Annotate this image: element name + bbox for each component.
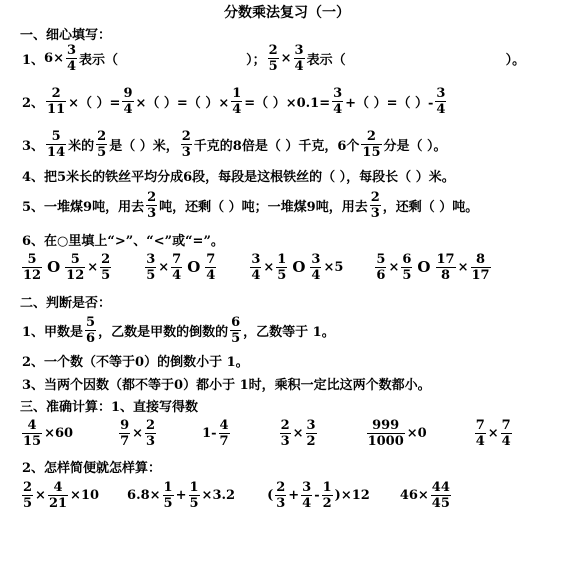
question-4: 4、把5米长的铁丝平均分成6段，每段是这根铁丝的（ ），每段长（ ）米。 — [22, 169, 455, 185]
question-5 — [22, 188, 478, 222]
compare-circle[interactable]: O — [417, 258, 431, 276]
q2-fraction-5: $\frac{3}{4}$ — [436, 85, 446, 117]
question-2 — [22, 84, 448, 118]
q5-fraction-2: $\frac{2}{3}$ — [370, 189, 380, 221]
q2-fraction-1: $\frac{2}{11}$ — [47, 85, 66, 117]
q2-text-4: +（ ）=（ ）- — [345, 95, 434, 111]
q3-text-4: 分是（ ）。 — [383, 138, 447, 154]
times-sign: × — [280, 50, 292, 66]
calc-row-1 — [20, 416, 514, 450]
compare-circle[interactable]: O — [292, 258, 306, 276]
q1-prefix: 6× — [44, 50, 64, 66]
compare-row — [20, 250, 493, 284]
judge-3: 3、当两个因数（都不等于0）都小于 1时，乘积一定比这两个数都小。 — [22, 377, 431, 393]
q3-number: 3、 — [22, 138, 45, 154]
calc-3: 1- $\frac{4}{7}$ — [202, 417, 229, 449]
calc-8: 6.8× $\frac{1}{5}$ + $\frac{1}{5}$ ×3.2 — [127, 479, 236, 511]
q1-text-b: 表示（ — [306, 52, 346, 68]
q5-text-3: ，还剩（ ）吨。 — [382, 199, 479, 215]
compare-item-4: $\frac{5}{6}$ × $\frac{6}{5}$ O $\frac{17}{8}$ × $\frac{8}{17}$ — [376, 251, 490, 283]
q3-text-3: 千克的8倍是（ ）千克，6个 — [193, 138, 360, 154]
calc-9: ( $\frac{2}{3}$ + $\frac{3}{4}$ - $\frac{1}{2}$ )×12 — [267, 479, 370, 511]
section-3b-heading: 2、怎样简便就怎样算： — [22, 460, 162, 476]
q2-fraction-4: $\frac{3}{4}$ — [333, 85, 343, 117]
calc-row-2 — [20, 478, 453, 512]
section-1-heading: 一、细心填写： — [20, 27, 112, 43]
question-1 — [22, 41, 525, 75]
q3-text-2: 是（ ）米， — [109, 138, 179, 154]
q1-fraction-1: $\frac{3}{4}$ — [67, 42, 77, 74]
q1-end-b: ）。 — [505, 52, 526, 68]
calc-5: $\frac{999}{1000}$ ×0 — [367, 417, 427, 449]
q5-text-1: 5、一堆煤9吨，用去 — [22, 199, 145, 215]
calc-1: $\frac{4}{15}$ ×60 — [23, 417, 74, 449]
question-6: 6、在○里填上“>”、“<”或“=”。 — [22, 233, 224, 249]
q3-text-1: 米的 — [68, 138, 95, 154]
q2-fraction-3: $\frac{1}{4}$ — [232, 85, 242, 117]
q1-end-a: ）； — [246, 52, 266, 68]
q1-text-a: 表示（ — [79, 52, 119, 68]
q2-fraction-2: $\frac{9}{4}$ — [123, 85, 133, 117]
calc-10: 46× $\frac{44}{45}$ — [399, 479, 450, 511]
calc-6: $\frac{7}{4}$ × $\frac{7}{4}$ — [475, 417, 511, 449]
page-title: 分数乘法复习（一） — [224, 5, 350, 21]
j1-fraction-1: $\frac{5}{6}$ — [86, 314, 96, 346]
compare-item-1: $\frac{5}{12}$ O $\frac{5}{12}$ × $\frac{2}{5}$ — [23, 251, 111, 283]
q1-fraction-3: $\frac{3}{4}$ — [294, 42, 304, 74]
q2-text-2: ×（ ）=（ ）× — [135, 95, 230, 111]
q2-number: 2、 — [22, 95, 45, 111]
section-3-heading: 三、准确计算：1、直接写得数 — [20, 399, 199, 415]
compare-circle[interactable]: O — [187, 258, 201, 276]
calc-7: $\frac{2}{5}$ × $\frac{4}{21}$ ×10 — [23, 479, 100, 511]
judge-1: 1、甲数是 $\frac{5}{6}$ ，乙数是甲数的倒数的 $\frac{6}{5}$ ，乙数等于 1。 — [22, 314, 335, 346]
q5-fraction-1: $\frac{2}{3}$ — [147, 189, 157, 221]
q3-fraction-1: $\frac{5}{14}$ — [47, 128, 66, 160]
calc-4: $\frac{2}{3}$ × $\frac{3}{2}$ — [280, 417, 316, 449]
q2-text-3: =（ ）×0.1= — [244, 95, 331, 111]
q1-number: 1、 — [22, 52, 45, 68]
calc-2: $\frac{9}{7}$ × $\frac{2}{3}$ — [120, 417, 156, 449]
q2-text-1: ×（ ）= — [68, 95, 121, 111]
q5-text-2: 吨，还剩（ ）吨；一堆煤9吨，用去 — [159, 199, 368, 215]
q3-fraction-2: $\frac{2}{5}$ — [97, 128, 107, 160]
section-2-heading: 二、判断是否： — [20, 295, 112, 311]
j1-fraction-2: $\frac{6}{5}$ — [231, 314, 241, 346]
q3-fraction-3: $\frac{2}{3}$ — [181, 128, 191, 160]
q3-fraction-4: $\frac{2}{15}$ — [362, 128, 381, 160]
compare-item-3: $\frac{3}{4}$ × $\frac{1}{5}$ O $\frac{3}{4}$ ×5 — [251, 251, 344, 283]
judge-2: 2、一个数（不等于0）的倒数小于 1。 — [22, 354, 249, 370]
compare-item-2: $\frac{3}{5}$ × $\frac{7}{4}$ O $\frac{7}{4}$ — [146, 251, 216, 283]
compare-circle[interactable]: O — [47, 258, 61, 276]
question-3 — [22, 127, 447, 161]
q1-fraction-2: $\frac{2}{5}$ — [268, 42, 278, 74]
